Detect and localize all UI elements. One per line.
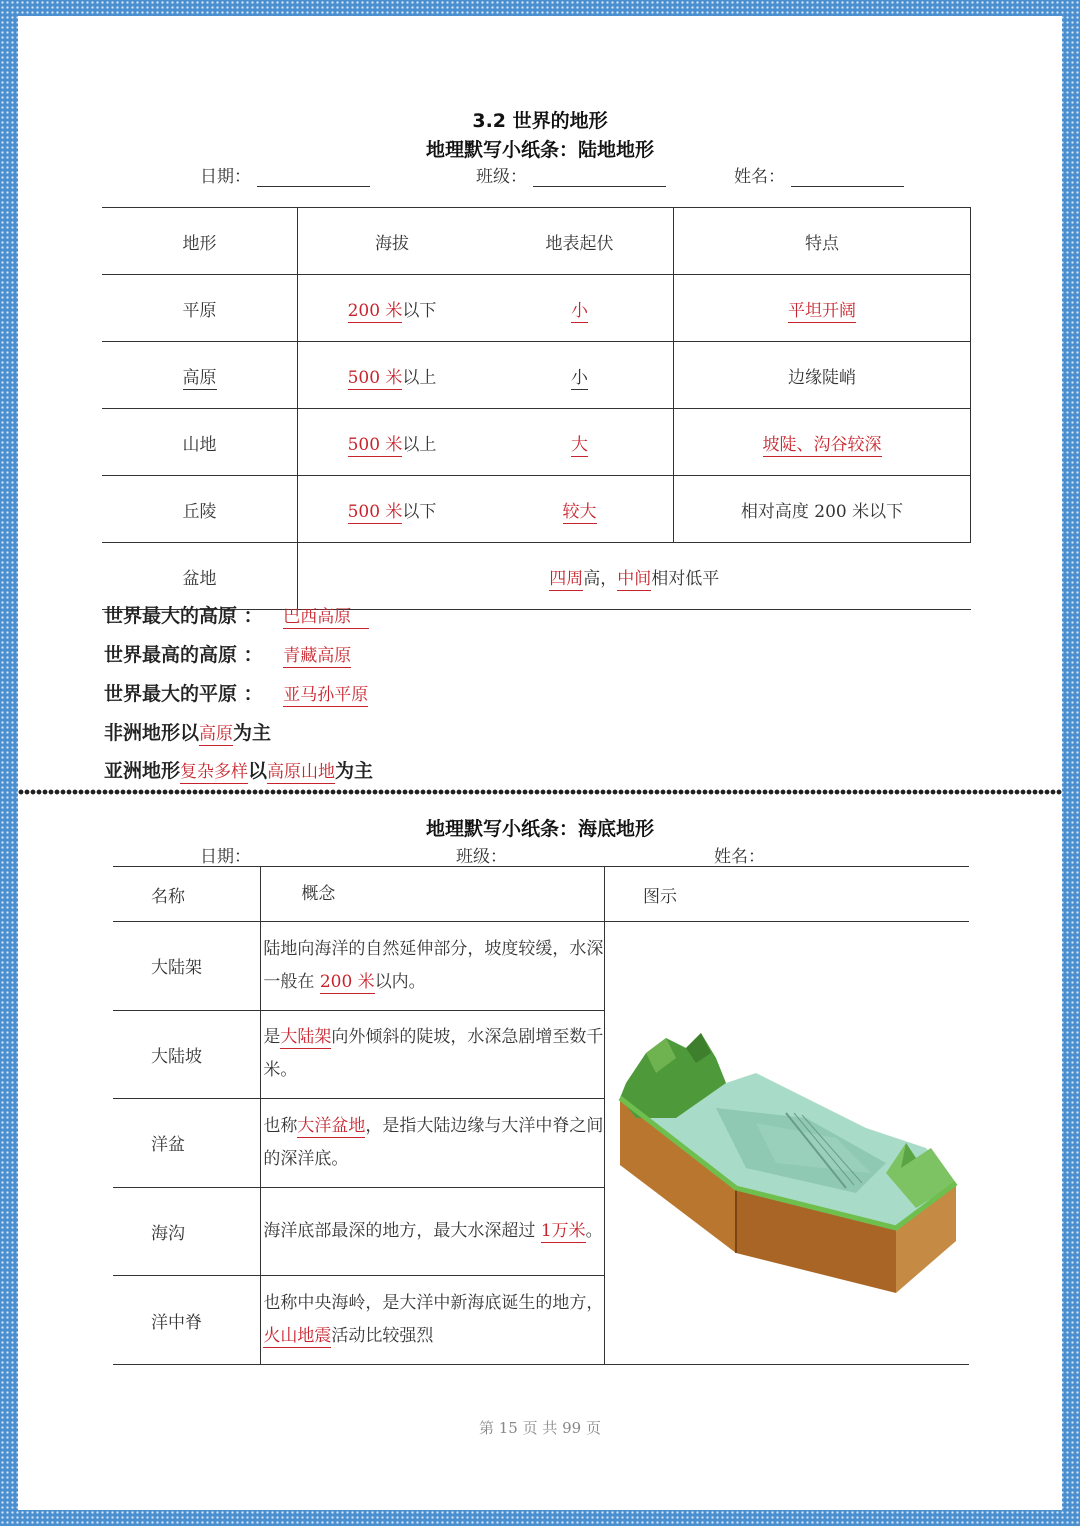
answer-blank: 200 米: [319, 971, 375, 992]
answer-blank: 平坦开阔: [788, 300, 856, 321]
date-input-line[interactable]: [257, 848, 351, 867]
feature-cell: [674, 275, 971, 342]
name-field: [734, 162, 904, 187]
seafloor-terrain-table: [113, 866, 969, 1365]
answer-blank: 高原: [199, 724, 234, 744]
term-cell: 大陆坡: [113, 1010, 261, 1099]
answer-blank: 亚马孙平原: [283, 685, 369, 705]
header-altitude: 海拔: [298, 208, 487, 275]
fact-highest-plateau: 世界最高的高原 ： 青藏高原: [104, 644, 352, 666]
terrain-cell: 丘陵: [102, 476, 298, 543]
answer-blank: 中间: [617, 568, 652, 589]
class-field-2: [456, 842, 646, 867]
answer-blank: 大陆架: [280, 1027, 332, 1048]
altitude-cell: 200 米以下: [298, 275, 487, 342]
answer-blank: 小: [571, 300, 588, 321]
name-label: 姓名：: [734, 167, 785, 187]
term-cell: 洋中脊: [113, 1276, 261, 1365]
fact-africa: 非洲地形以高原为主: [104, 722, 272, 744]
altitude-cell: 500 米以上: [298, 409, 487, 476]
page-number: 第 15 页 共 99 页: [478, 1419, 601, 1437]
concept-cell: 也称大洋盆地，是指大陆边缘与大洋中脊之间的深洋底。: [261, 1099, 605, 1188]
table-row: [102, 275, 971, 342]
answer-blank: 500 米: [347, 367, 403, 388]
relief-cell: [486, 275, 674, 342]
date-label: 日期：: [200, 847, 251, 867]
table-row: [102, 409, 971, 476]
concept-cell: 是大陆架向外倾斜的陡坡，水深急剧增至数千米。: [261, 1010, 605, 1099]
table-header-row: [102, 208, 971, 275]
terrain-cell: 高原: [102, 342, 298, 409]
section1-title: 3.2 世界的地形: [472, 110, 608, 132]
class-label: 班级：: [476, 167, 527, 187]
concept-cell: 也称中央海岭，是大洋中新海底诞生的地方，火山地震活动比较强烈: [261, 1276, 605, 1365]
terrain-cell: 平原: [102, 275, 298, 342]
term-cell: 大陆架: [113, 922, 261, 1011]
date-field: [200, 162, 370, 187]
class-field: [476, 162, 666, 187]
class-label: 班级：: [456, 847, 507, 867]
date-label: 日期：: [200, 167, 251, 187]
name-label: 姓名：: [714, 847, 765, 867]
answer-blank: 200 米: [347, 300, 403, 321]
basin-description: 四周高，中间相对低平: [298, 543, 971, 610]
fact-asia: 亚洲地形复杂多样以高原山地为主: [104, 760, 374, 782]
table-row: [102, 342, 971, 409]
header-illustration: 图示: [605, 867, 970, 922]
answer-blank: 火山地震: [263, 1326, 332, 1347]
answer-blank: 较大: [562, 501, 597, 522]
answer-blank: 1万米: [540, 1221, 586, 1242]
concept-cell: 海洋底部最深的地方，最大水深超过 1万米。: [261, 1187, 605, 1276]
concept-cell: 陆地向海洋的自然延伸部分，坡度较缓，水深一般在 200 米以内。: [261, 922, 605, 1011]
altitude-cell: 500 米以上: [298, 342, 487, 409]
header-relief: 地表起伏: [486, 208, 674, 275]
name-field-2: [714, 842, 884, 867]
date-field-2: [200, 842, 351, 867]
header-feature: 特点: [674, 208, 971, 275]
fact-largest-plain: 世界最大的平原 ： 亚马孙平原: [104, 683, 369, 705]
answer-blank: 复杂多样: [180, 762, 249, 782]
date-input-line[interactable]: [257, 168, 370, 187]
table-header-row: [113, 867, 969, 922]
terrain-cell: 盆地: [102, 543, 298, 610]
answer-blank: 青藏高原: [283, 646, 352, 666]
header-terrain: 地形: [102, 208, 298, 275]
terrain-cell: 山地: [102, 409, 298, 476]
answer-blank: 500 米: [347, 501, 403, 522]
class-input-line[interactable]: [513, 848, 646, 867]
ocean-floor-diagram: [606, 923, 968, 1363]
table-row: [113, 922, 969, 1011]
term-cell: 洋盆: [113, 1099, 261, 1188]
cut-line-divider: [18, 788, 1062, 798]
class-input-line[interactable]: [533, 168, 666, 187]
name-input-line[interactable]: [771, 848, 884, 867]
answer-blank: 500 米: [347, 434, 403, 455]
relief-cell: 小: [486, 342, 674, 409]
illustration-cell: [605, 922, 970, 1365]
table-row: [102, 543, 971, 610]
feature-cell: [674, 409, 971, 476]
answer-blank: 大: [571, 434, 588, 455]
section2-title: 地理默写小纸条：海底地形: [425, 818, 654, 840]
relief-cell: [486, 409, 674, 476]
feature-cell: 边缘陡峭: [674, 342, 971, 409]
answer-blank: 四周: [549, 568, 584, 589]
altitude-cell: 500 米以下: [298, 476, 487, 543]
name-input-line[interactable]: [791, 168, 904, 187]
fact-largest-plateau: 世界最大的高原 ： 巴西高原: [104, 601, 369, 628]
answer-blank: 巴西高原: [283, 607, 369, 629]
section1-subtitle: 地理默写小纸条：陆地地形: [425, 139, 654, 161]
answer-blank: 坡陡、沟谷较深: [762, 434, 882, 455]
term-cell: 海沟: [113, 1187, 261, 1276]
answer-blank: 高原山地: [267, 762, 336, 782]
feature-cell: 相对高度 200 米以下: [674, 476, 971, 543]
answer-blank: 大洋盆地: [297, 1115, 366, 1136]
header-concept: 概念: [261, 867, 605, 922]
relief-cell: [486, 476, 674, 543]
header-name: 名称: [113, 867, 261, 922]
land-terrain-table: [102, 207, 971, 610]
table-row: [102, 476, 971, 543]
